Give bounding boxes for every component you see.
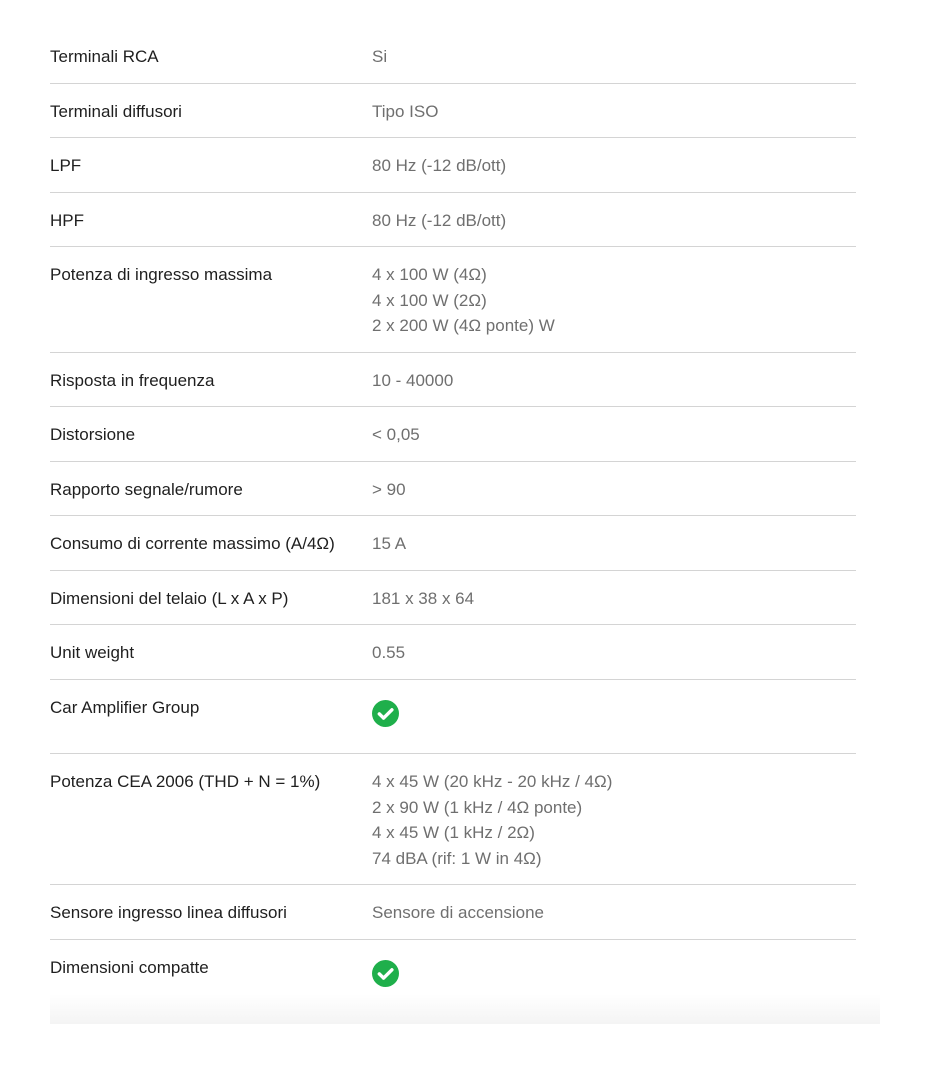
spec-row-car-amplifier-group	[50, 680, 856, 755]
spec-row-potenza-cea-2006	[50, 754, 856, 885]
spec-label: Consumo di corrente massimo (A/4Ω)	[50, 534, 335, 553]
spec-value	[372, 640, 856, 666]
spec-label: Rapporto segnale/rumore	[50, 479, 243, 499]
spec-label: Dimensioni compatte	[50, 957, 209, 977]
spec-value-line: 0.55	[372, 643, 406, 662]
spec-value-line: 15 A	[372, 534, 407, 553]
check-circle-icon	[372, 700, 399, 727]
spec-label: Risposta in frequenza	[50, 370, 215, 390]
spec-row-consumo-corrente	[50, 516, 856, 571]
spec-value	[372, 208, 856, 234]
spec-label: Unit weight	[50, 643, 135, 662]
spec-value	[372, 99, 856, 125]
spec-value	[372, 531, 856, 557]
spec-value-line: 4 x 100 W (2Ω)	[372, 290, 487, 310]
spec-row-risposta-frequenza	[50, 353, 856, 408]
spec-row-unit-weight	[50, 625, 856, 680]
spec-value-line: 2 x 200 W (4Ω ponte) W	[372, 316, 555, 335]
spec-row-lpf	[50, 138, 856, 193]
spec-row-terminali-rca	[50, 29, 856, 84]
spec-value	[372, 262, 856, 339]
spec-value	[372, 695, 856, 741]
spec-value-line: 10 - 40000	[372, 370, 454, 390]
spec-label: Potenza di ingresso massima	[50, 265, 273, 284]
spec-value-line: < 0,05	[372, 425, 420, 444]
spec-value	[372, 769, 856, 871]
spec-value-line: 4 x 45 W (1 kHz / 2Ω)	[372, 823, 535, 842]
spec-value	[372, 586, 856, 612]
spec-label: Dimensioni del telaio (L x A x P)	[50, 588, 289, 608]
spec-value-line: Si	[372, 47, 388, 66]
check-circle-icon	[372, 960, 399, 987]
section-bottom-fade	[50, 994, 880, 1024]
spec-row-potenza-ingresso-massima	[50, 247, 856, 353]
spec-row-sensore-ingresso-linea	[50, 885, 856, 940]
spec-value-line: 80 Hz (-12 dB/ott)	[372, 156, 507, 175]
spec-value-line: 74 dBA (rif: 1 W in 4Ω)	[372, 848, 542, 868]
spec-value-line: 80 Hz (-12 dB/ott)	[372, 210, 507, 230]
spec-value-line: 2 x 90 W (1 kHz / 4Ω ponte)	[372, 797, 583, 817]
spec-value	[372, 44, 856, 70]
specifications-table	[50, 29, 856, 1014]
spec-value	[372, 900, 856, 926]
spec-row-rapporto-segnale-rumore	[50, 462, 856, 517]
spec-label: Car Amplifier Group	[50, 697, 200, 717]
spec-label: Terminali diffusori	[50, 101, 182, 121]
spec-value-line: 4 x 100 W (4Ω)	[372, 265, 487, 284]
spec-row-hpf	[50, 193, 856, 248]
spec-value	[372, 477, 856, 503]
spec-value-line: Sensore di accensione	[372, 903, 545, 922]
spec-value-line: 4 x 45 W (20 kHz - 20 kHz / 4Ω)	[372, 772, 613, 791]
spec-row-dimensioni-telaio	[50, 571, 856, 626]
spec-value	[372, 368, 856, 394]
spec-label: Potenza CEA 2006 (THD + N = 1%)	[50, 772, 321, 791]
spec-label: Terminali RCA	[50, 47, 159, 66]
spec-label: Sensore ingresso linea diffusori	[50, 903, 287, 922]
spec-value-line: 181 x 38 x 64	[372, 588, 475, 608]
spec-value	[372, 422, 856, 448]
spec-label: HPF	[50, 210, 84, 230]
spec-value	[372, 153, 856, 179]
spec-value-line: Tipo ISO	[372, 101, 439, 121]
spec-value-line: > 90	[372, 479, 406, 499]
spec-label: Distorsione	[50, 425, 136, 444]
spec-row-terminali-diffusori	[50, 84, 856, 139]
spec-label: LPF	[50, 156, 82, 175]
spec-row-distorsione	[50, 407, 856, 462]
